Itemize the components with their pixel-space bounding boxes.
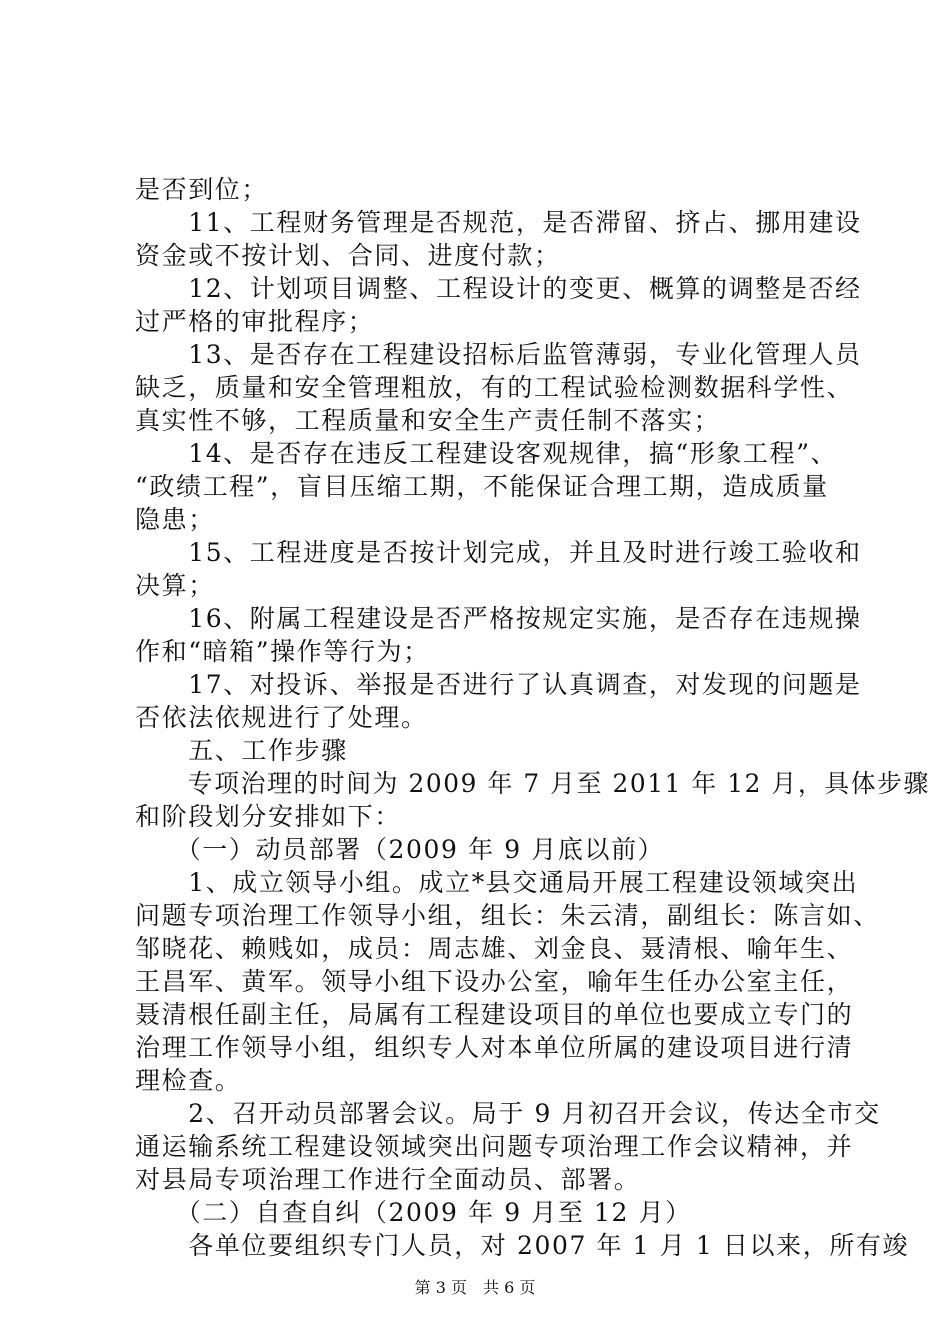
text-line: 15、工程进度是否按计划完成，并且及时进行竣工验收和: [135, 538, 862, 567]
text-line: 真实性不够，工程质量和安全生产责任制不落实；: [135, 406, 721, 435]
text-line: 2、召开动员部署会议。局于 9 月初召开会议，传达全市交: [135, 1099, 881, 1128]
subsection-heading: （一）动员部署（2009 年 9 月底以前）: [135, 835, 665, 864]
text-line: 通运输系统工程建设领域突出问题专项治理工作会议精神，并: [135, 1132, 854, 1161]
text-line: 14、是否存在违反工程建设客观规律，搞“形象工程”、: [135, 439, 838, 468]
text-line: 缺乏，质量和安全管理粗放，有的工程试验检测数据科学性、: [135, 373, 854, 402]
text-line: 是否到位；: [135, 175, 269, 204]
page-number: 第 3 页 共 6 页: [414, 1278, 536, 1297]
text-line: 11、工程财务管理是否规范，是否滞留、挤占、挪用建设: [135, 208, 862, 237]
text-line: 资金或不按计划、合同、进度付款；: [135, 241, 561, 270]
text-line: 过严格的审批程序；: [135, 307, 375, 336]
section-heading: 五、工作步骤: [135, 736, 348, 765]
text-line: 问题专项治理工作领导小组，组长：朱云清，副组长：陈言如、: [135, 901, 880, 930]
text-line: 17、对投诉、举报是否进行了认真调查，对发现的问题是: [135, 670, 862, 699]
text-line: 聂清根任副主任，局属有工程建设项目的单位也要成立专门的: [135, 1000, 854, 1029]
subsection-heading: （二）自查自纠（2009 年 9 月至 12 月）: [135, 1198, 692, 1227]
text-line: 决算；: [135, 571, 215, 600]
text-line: 否依法依规进行了处理。: [135, 703, 428, 732]
text-line: 对县局专项治理工作进行全面动员、部署。: [135, 1165, 641, 1194]
text-line: 治理工作领导小组，组织专人对本单位所属的建设项目进行清: [135, 1033, 854, 1062]
text-line: 作和“暗箱”操作等行为；: [135, 637, 430, 666]
text-line: 邹晓花、赖贱如，成员：周志雄、刘金良、聂清根、喻年生、: [135, 934, 854, 963]
text-line: 理检查。: [135, 1066, 242, 1095]
text-line: 和阶段划分安排如下：: [135, 802, 402, 831]
text-line: 16、附属工程建设是否严格按规定实施，是否存在违规操: [135, 604, 862, 633]
text-line: 专项治理的时间为 2009 年 7 月至 2011 年 12 月，具体步骤: [135, 769, 930, 798]
text-line: 1、成立领导小组。成立*县交通局开展工程建设领域突出: [135, 868, 859, 897]
text-line: 隐患；: [135, 505, 215, 534]
text-line: 13、是否存在工程建设招标后监管薄弱，专业化管理人员: [135, 340, 862, 369]
text-line: 12、计划项目调整、工程设计的变更、概算的调整是否经: [135, 274, 862, 303]
text-line: 各单位要组织专门人员，对 2007 年 1 月 1 日以来，所有竣: [135, 1231, 910, 1260]
text-line: 王昌军、黄军。领导小组下设办公室，喻年生任办公室主任，: [135, 967, 854, 996]
text-line: “政绩工程”，盲目压缩工期，不能保证合理工期，造成质量: [135, 472, 829, 501]
